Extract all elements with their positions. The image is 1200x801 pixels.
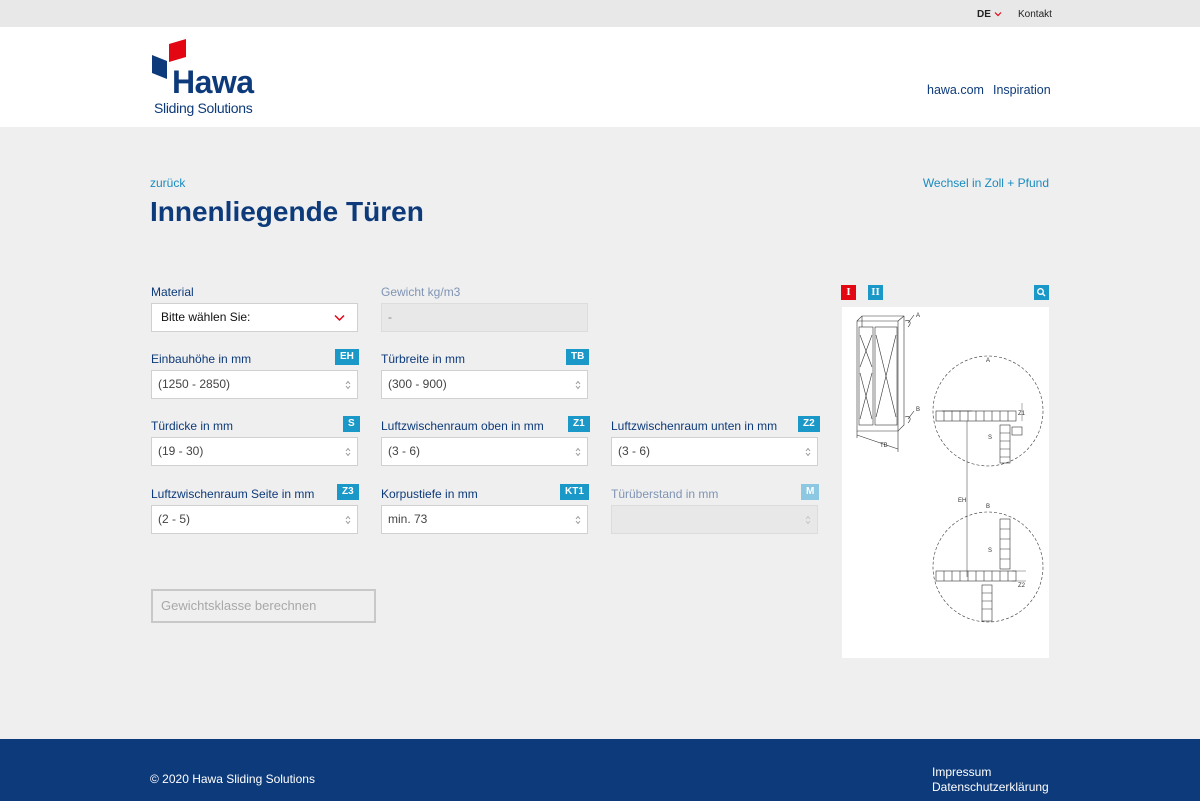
- tueruberstand-input: [611, 505, 818, 534]
- korpustiefe-input[interactable]: [381, 505, 588, 534]
- spinner-icon[interactable]: [575, 380, 581, 390]
- label-a-circle: A: [986, 358, 991, 364]
- label-tb: TB: [880, 443, 888, 449]
- luft-unten-placeholder: (3 - 6): [618, 444, 651, 458]
- top-bar: [0, 0, 1200, 27]
- door-diagram: [842, 307, 1049, 658]
- badge-eh: EH: [335, 349, 359, 365]
- luft-seite-label: Luftzwischenraum Seite in mm: [151, 487, 315, 501]
- luft-unten-input[interactable]: [611, 437, 818, 466]
- badge-s: S: [343, 416, 360, 432]
- label-eh: EH: [958, 498, 967, 504]
- label-s-bottom: S: [988, 548, 993, 554]
- impressum-link[interactable]: Impressum: [932, 765, 992, 779]
- spinner-icon[interactable]: [345, 380, 351, 390]
- einbauhoehe-placeholder: (1250 - 2850): [158, 377, 231, 391]
- einbauhoehe-label: Einbauhöhe in mm: [151, 352, 252, 366]
- magnifier-icon: [1034, 285, 1049, 300]
- chevron-down-icon[interactable]: [994, 10, 1002, 18]
- nav-hawa-com[interactable]: hawa.com: [927, 83, 984, 97]
- badge-kt1: KT1: [560, 484, 589, 500]
- material-select[interactable]: [151, 303, 358, 332]
- spinner-icon: [805, 515, 811, 525]
- korpustiefe-placeholder: min. 73: [388, 512, 428, 526]
- badge-z1: Z1: [568, 416, 590, 432]
- badge-tb: TB: [566, 349, 589, 365]
- label-z1: Z1: [1018, 411, 1026, 417]
- spinner-icon[interactable]: [575, 447, 581, 457]
- spinner-icon[interactable]: [345, 515, 351, 525]
- label-b-top: B: [916, 407, 921, 413]
- tuerdicke-label: Türdicke in mm: [151, 419, 234, 433]
- copyright: © 2020 Hawa Sliding Solutions: [150, 772, 315, 786]
- luft-seite-placeholder: (2 - 5): [158, 512, 191, 526]
- unit-switch-link[interactable]: Wechsel in Zoll + Pfund: [922, 176, 1049, 190]
- calculate-weight-class-button[interactable]: Gewichtsklasse berechnen: [151, 589, 376, 623]
- weight-value: -: [388, 310, 392, 324]
- tuerbreite-placeholder: (300 - 900): [388, 377, 447, 391]
- spinner-icon[interactable]: [575, 515, 581, 525]
- weight-field: [381, 303, 588, 332]
- privacy-link[interactable]: Datenschutzerklärung: [932, 780, 1049, 794]
- tuerbreite-input[interactable]: [381, 370, 588, 399]
- material-label: Material: [151, 285, 194, 299]
- contact-link[interactable]: Kontakt: [1018, 9, 1052, 20]
- badge-m: M: [801, 484, 819, 500]
- einbauhoehe-input[interactable]: [151, 370, 358, 399]
- back-link[interactable]: zurück: [150, 176, 186, 190]
- hawa-logo[interactable]: [150, 39, 270, 115]
- logo-wordmark: Hawa: [172, 64, 254, 100]
- material-select-value: Bitte wählen Sie:: [161, 310, 251, 324]
- luft-oben-input[interactable]: [381, 437, 588, 466]
- view-button-ii[interactable]: II: [868, 285, 883, 300]
- spinner-icon[interactable]: [345, 447, 351, 457]
- page-title: Innenliegende Türen: [150, 196, 424, 227]
- korpustiefe-label: Korpustiefe in mm: [381, 487, 478, 501]
- spinner-icon[interactable]: [805, 447, 811, 457]
- luft-oben-label: Luftzwischenraum oben in mm: [381, 419, 544, 433]
- tuerdicke-input[interactable]: [151, 437, 358, 466]
- luft-oben-placeholder: (3 - 6): [388, 444, 421, 458]
- logo-tagline: Sliding Solutions: [154, 100, 253, 116]
- tuerbreite-label: Türbreite in mm: [381, 352, 466, 366]
- label-s-top: S: [988, 435, 993, 441]
- tuerdicke-placeholder: (19 - 30): [158, 444, 204, 458]
- site-footer: [0, 739, 1200, 801]
- badge-z2: Z2: [798, 416, 820, 432]
- language-switch[interactable]: DE: [977, 9, 991, 20]
- label-z2: Z2: [1018, 583, 1026, 589]
- nav-inspiration[interactable]: Inspiration: [993, 83, 1051, 97]
- chevron-down-icon: [334, 314, 345, 322]
- label-b-circle: B: [986, 504, 991, 510]
- badge-z3: Z3: [337, 484, 359, 500]
- luft-seite-input[interactable]: [151, 505, 358, 534]
- label-a-top: A: [916, 313, 921, 319]
- luft-unten-label: Luftzwischenraum unten in mm: [611, 419, 778, 433]
- zoom-button[interactable]: [1034, 285, 1049, 300]
- weight-label: Gewicht kg/m3: [381, 285, 461, 299]
- tueruberstand-label: Türüberstand in mm: [611, 487, 719, 501]
- site-header: [0, 27, 1200, 127]
- technical-drawing: [842, 307, 1049, 658]
- view-button-i[interactable]: I: [841, 285, 856, 300]
